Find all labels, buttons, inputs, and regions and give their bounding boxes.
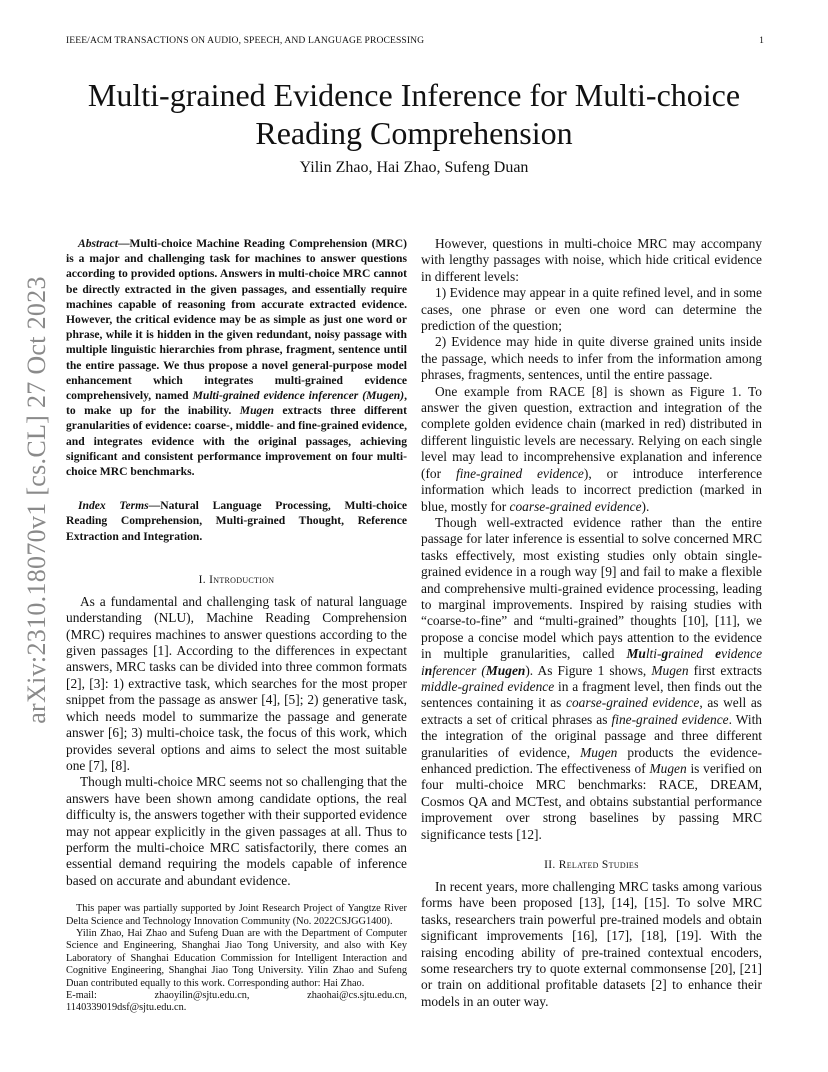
arxiv-stamp: [22, 276, 52, 724]
right-paragraph-2: 1) Evidence may appear in a quite refined level, and in some cases, one phrase or even one word can determine the prediction of the question;: [421, 285, 762, 334]
right-paragraph-5: Though well-extracted evidence rather than the entire passage for later inference is essential to solve concerned MRC tasks effectively, most existing studies only obtain single-grained evidence in a rough way [9] and fail to make a flexible and comprehensive multi-grained evidence processing, leading to marginal improvements. Inspired by raising studies with “coarse-to-fine” and “multi-grained” thoughts [10], [11], we propose a concise model which pays attention to the evidence in multiple granularities, called Multi-grained evidence inferencer (Mugen). As Figure 1 shows, Mugen first extracts middle-grained evidence in a fragment level, then finds out the sentences containing it as coarse-grained evidence, as well as extracts a set of critical phrases as fine-grained evidence. With the integration of the original passage and three different granularities of evidence, Mugen products the evidence-enhanced prediction. The effectiveness of Mugen is verified on four multi-choice MRC benchmarks: RACE, DREAM, Cosmos QA and MCTest, and obtains substantial performance improvement over strong baselines by passing MRC significance tests [12].: [421, 514, 763, 842]
right-paragraph-3: 2) Evidence may hide in quite diverse grained units inside the passage, which needs to infer from the information among phrases, fragments, sentences, until the entire passage.: [421, 334, 762, 383]
section-heading-related-studies: II. Related Studies: [544, 859, 639, 872]
abstract: Abstract—Multi-choice Machine Reading Comprehension (MRC) is a major and challenging task for machines to answer questions according to provided options. Answers in multi-choice MRC cannot be directly extracted in the given passages, and essentially require machines capable of reasoning from accurate extracted evidence. However, the critical evidence may be as simple as just one word or phrase, while it is hidden in the given redundant, noisy passage with multiple linguistic hierarchies from phrase, fragment, sentence until the entire passage. We thus propose a novel general-purpose model enhancement which integrates multi-grained evidence comprehensively, named Multi-grained evidence inferencer (Mugen), to make up for the inability. Mugen extracts three different granularities of evidence: coarse-, middle- and fine-grained evidence, and integrates evidence with the original passages, achieving significant and consistent performance improvement on four multi-choice MRC benchmarks.: [66, 237, 408, 479]
left-column: [66, 236, 407, 1015]
index-terms-label: Index Terms: [78, 499, 149, 513]
abstract-label: Abstract: [78, 237, 118, 250]
footnote-block: This paper was partially supported by Joint Research Project of Yangtze River Delta Science and Technology Innovation Community (No. 2022CSJGG1400). Yilin Zhao, Hai Zhao and Sufeng Duan are with the Department of Computer Science and Engineering, Shanghai Jiao Tong University, and also with Key Laboratory of Shanghai Education Commission for Intelligent Interaction and Cognitive Engineering, Shanghai Jiao Tong University. Yilin Zhao and Sufeng Duan contributed equally to this work. Corresponding author: Hai Zhao. E-mail: zhaoyilin@sjtu.edu.cn, zhaohai@cs.sjtu.edu.cn, 1140339019dsf@sjtu.edu.cn.: [66, 903, 407, 1014]
intro-paragraph-1: As a fundamental and challenging task of natural language understanding (NLU), Machine Reading Comprehension (MRC) requires machines to answer questions according to the given passages [1]. According to the differences in expectant answers, MRC tasks can be divided into three common formats [2], [3]: 1) extractive task, which searches for the most proper snippet from the passage as answer [4], [5]; 2) generative task, which needs model to summarize the passage and generate answer [6]; 3) multi-choice task, the focus of this work, which provides several options and aims to select the most suitable one [7], [8].: [66, 593, 407, 773]
footnote-funding: This paper was partially supported by Joint Research Project of Yangtze River Delta Science and Technology Innovation Community (No. 2022CSJGG1400).: [66, 903, 407, 927]
intro-paragraph-2: Though multi-choice MRC seems not so challenging that the answers have been shown among candidate options, the real difficulty is, the answers together with their supported evidence may not appear explicitly in the given passages at all. Thus to perform the multi-choice MRC satisfactorily, there comes an essential demand requiring the models capable of inference based on accurate and abundant evidence.: [66, 774, 407, 888]
author-list: Yilin Zhao, Hai Zhao, Sufeng Duan: [299, 159, 529, 176]
right-paragraph-1: However, questions in multi-choice MRC may accompany with lengthy passages with noise, which hide critical evidence in different levels:: [421, 236, 762, 284]
model-name: Multi-grained evidence inferencer (Mugen): [192, 389, 405, 403]
footnote-email: E-mail: zhaoyilin@sjtu.edu.cn, zhaohai@cs.sjtu.edu.cn,: [66, 990, 407, 1002]
section-heading-introduction: I. Introduction: [198, 573, 275, 586]
right-paragraph-4: One example from RACE [8] is shown as Figure 1. To answer the given question, extraction and integration of the complete golden evidence chain (marked in red) distributed in different linguistic levels are necessary. Relying on each single level may lead to incomprehensive explanation and inference (for fine-grained evidence), or introduce interference information which leads to incorrect prediction (marked in blue, mostly for coarse-grained evidence).: [421, 383, 763, 514]
index-terms: Index Terms—Natural Language Processing, Multi-choice Reading Comprehension, Multi-grained Thought, Reference Extraction and Integration.: [66, 499, 407, 543]
running-head: [66, 35, 764, 46]
arxiv-stamp-text: arXiv:2310.18070v1 [cs.CL] 27 Oct 2023: [22, 276, 51, 724]
paper-title: Multi-grained Evidence Inference for Multi-choice Reading Comprehension: [87, 77, 741, 151]
journal-name: IEEE/ACM TRANSACTIONS ON AUDIO, SPEECH, AND LANGUAGE PROCESSING: [66, 35, 425, 46]
right-column: [421, 236, 762, 1010]
related-paragraph-1: In recent years, more challenging MRC tasks among various forms have been proposed [13], [14], [15]. To solve MRC tasks, researchers train powerful pre-trained models and obtain significant improvements [16], [17], [18], [19]. With the raising encoding ability of pre-trained contextual encoders, some researchers try to quote external commonsense [20], [21] or train on additional profitable datasets [2] to enhance their models in an outer way.: [421, 879, 762, 1009]
page-number: 1: [759, 35, 764, 46]
footnote-affiliation: Yilin Zhao, Hai Zhao and Sufeng Duan are with the Department of Computer Science and Engineering, Shanghai Jiao Tong University, and also with Key Laboratory of Shanghai Education Commission for Intelligent Interaction and Cognitive Engineering, Shanghai Jiao Tong University. Yilin Zhao and Sufeng Duan contributed equally to this work. Corresponding author: Hai Zhao.: [66, 927, 407, 989]
